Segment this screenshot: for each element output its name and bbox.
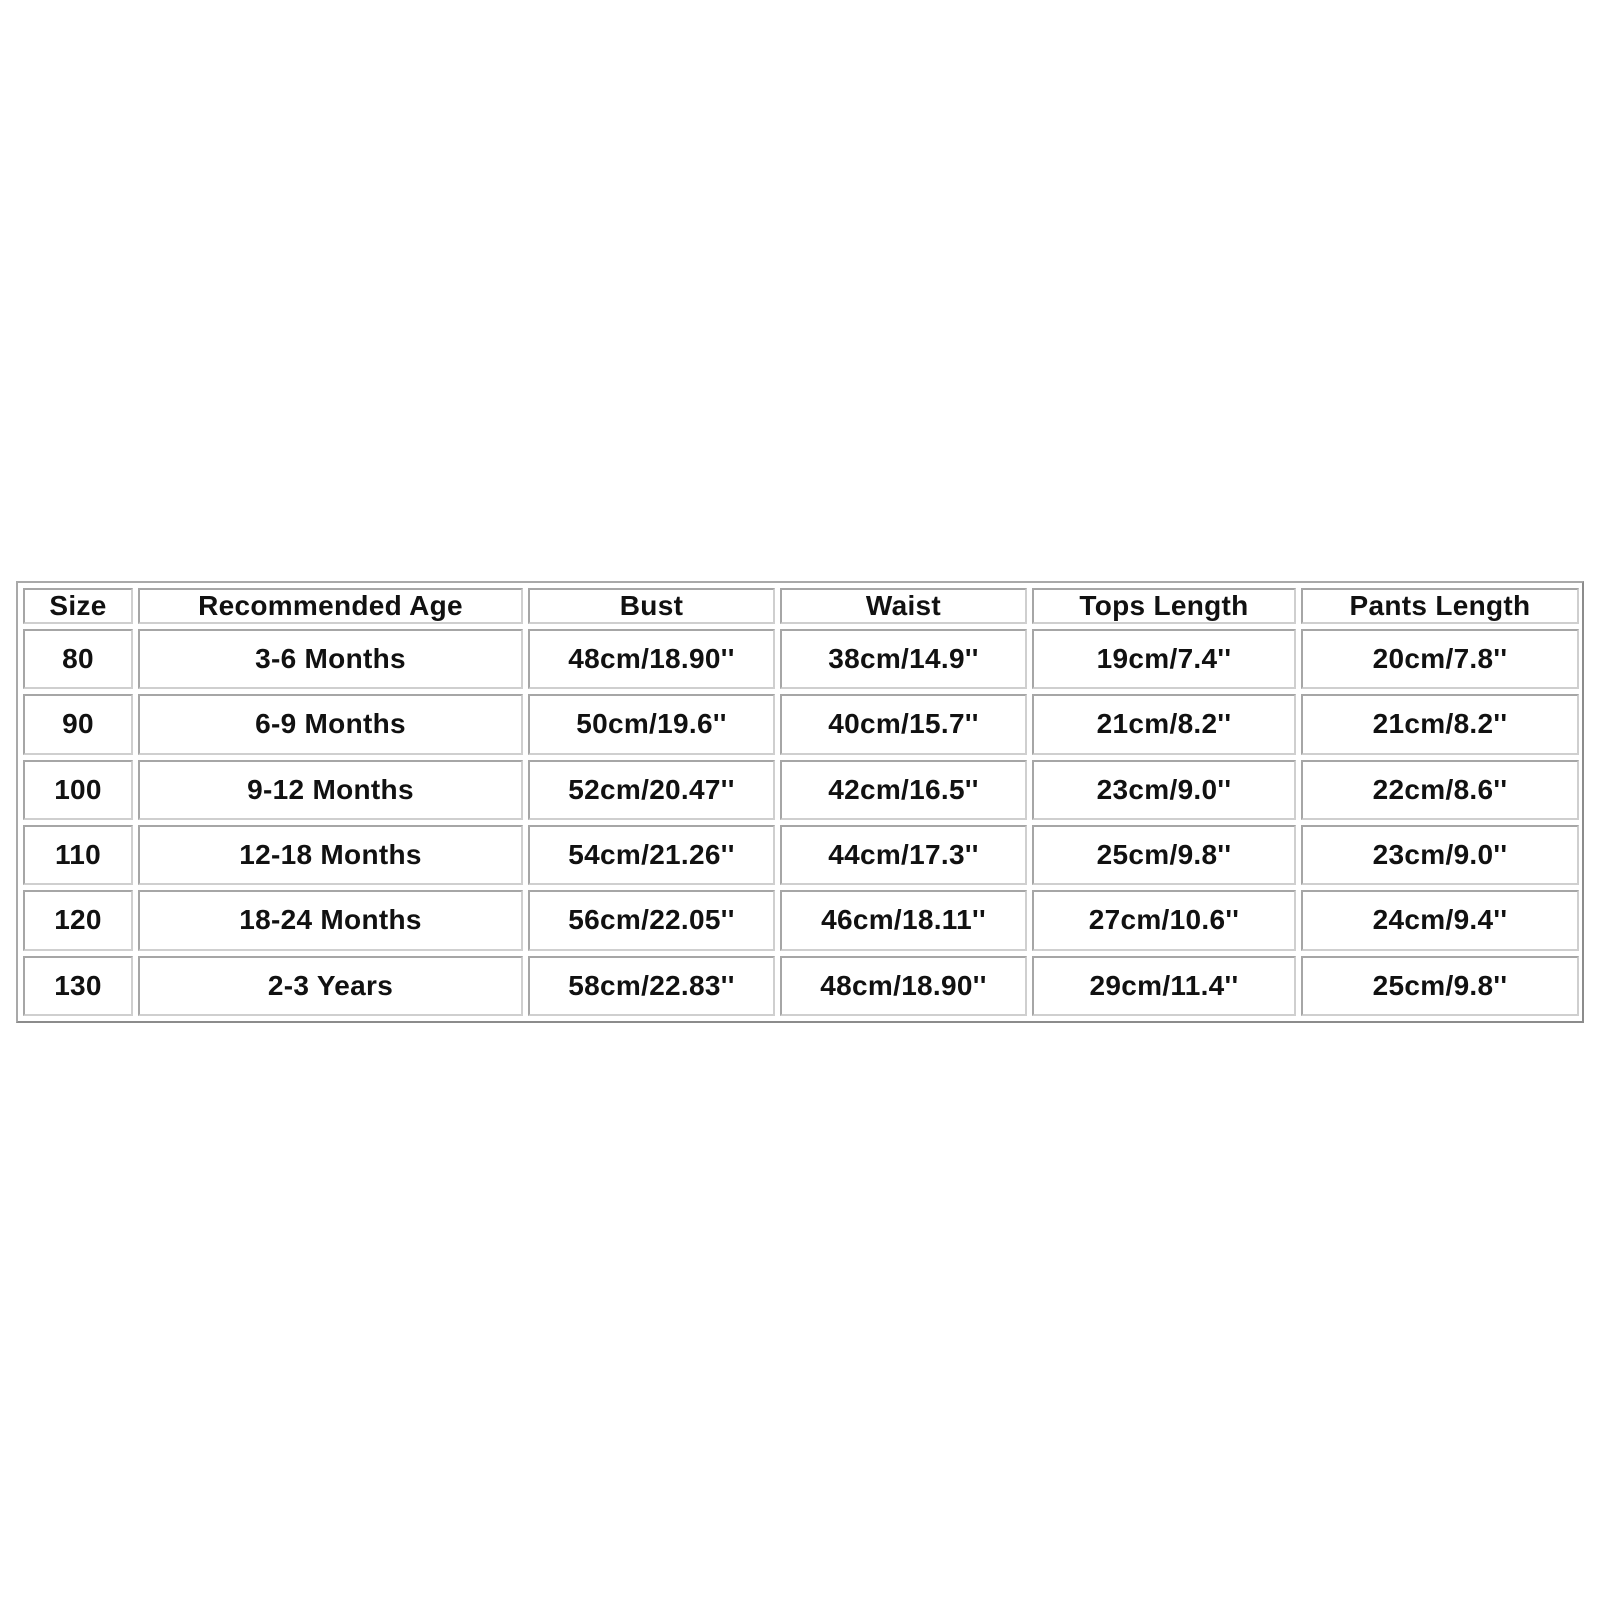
cell-bust: 50cm/19.6'' (528, 694, 775, 754)
cell-bust: 56cm/22.05'' (528, 890, 775, 950)
cell-pants-length: 20cm/7.8'' (1301, 629, 1579, 689)
cell-pants-length: 22cm/8.6'' (1301, 760, 1579, 820)
header-recommended-age: Recommended Age (138, 588, 523, 624)
cell-bust: 54cm/21.26'' (528, 825, 775, 885)
cell-size: 80 (23, 629, 133, 689)
cell-waist: 44cm/17.3'' (780, 825, 1027, 885)
cell-bust: 58cm/22.83'' (528, 956, 775, 1016)
cell-recommended-age: 18-24 Months (138, 890, 523, 950)
cell-waist: 46cm/18.11'' (780, 890, 1027, 950)
table-row (23, 694, 1579, 754)
header-size: Size (23, 588, 133, 624)
table-row (23, 760, 1579, 820)
cell-pants-length: 23cm/9.0'' (1301, 825, 1579, 885)
cell-size: 120 (23, 890, 133, 950)
cell-waist: 40cm/15.7'' (780, 694, 1027, 754)
cell-pants-length: 25cm/9.8'' (1301, 956, 1579, 1016)
cell-tops-length: 23cm/9.0'' (1032, 760, 1296, 820)
cell-bust: 48cm/18.90'' (528, 629, 775, 689)
cell-pants-length: 21cm/8.2'' (1301, 694, 1579, 754)
size-table (18, 583, 1584, 1021)
cell-size: 100 (23, 760, 133, 820)
cell-recommended-age: 3-6 Months (138, 629, 523, 689)
header-waist: Waist (780, 588, 1027, 624)
size-chart (16, 581, 1584, 1023)
cell-recommended-age: 6-9 Months (138, 694, 523, 754)
header-tops-length: Tops Length (1032, 588, 1296, 624)
cell-recommended-age: 2-3 Years (138, 956, 523, 1016)
cell-size: 110 (23, 825, 133, 885)
cell-pants-length: 24cm/9.4'' (1301, 890, 1579, 950)
table-row (23, 629, 1579, 689)
cell-waist: 38cm/14.9'' (780, 629, 1027, 689)
cell-tops-length: 27cm/10.6'' (1032, 890, 1296, 950)
header-bust: Bust (528, 588, 775, 624)
cell-size: 130 (23, 956, 133, 1016)
cell-tops-length: 19cm/7.4'' (1032, 629, 1296, 689)
cell-tops-length: 25cm/9.8'' (1032, 825, 1296, 885)
header-row (23, 588, 1579, 624)
table-row (23, 890, 1579, 950)
table-row (23, 956, 1579, 1016)
cell-recommended-age: 9-12 Months (138, 760, 523, 820)
cell-tops-length: 29cm/11.4'' (1032, 956, 1296, 1016)
cell-tops-length: 21cm/8.2'' (1032, 694, 1296, 754)
cell-recommended-age: 12-18 Months (138, 825, 523, 885)
cell-waist: 48cm/18.90'' (780, 956, 1027, 1016)
cell-bust: 52cm/20.47'' (528, 760, 775, 820)
cell-size: 90 (23, 694, 133, 754)
header-pants-length: Pants Length (1301, 588, 1579, 624)
table-row (23, 825, 1579, 885)
cell-waist: 42cm/16.5'' (780, 760, 1027, 820)
